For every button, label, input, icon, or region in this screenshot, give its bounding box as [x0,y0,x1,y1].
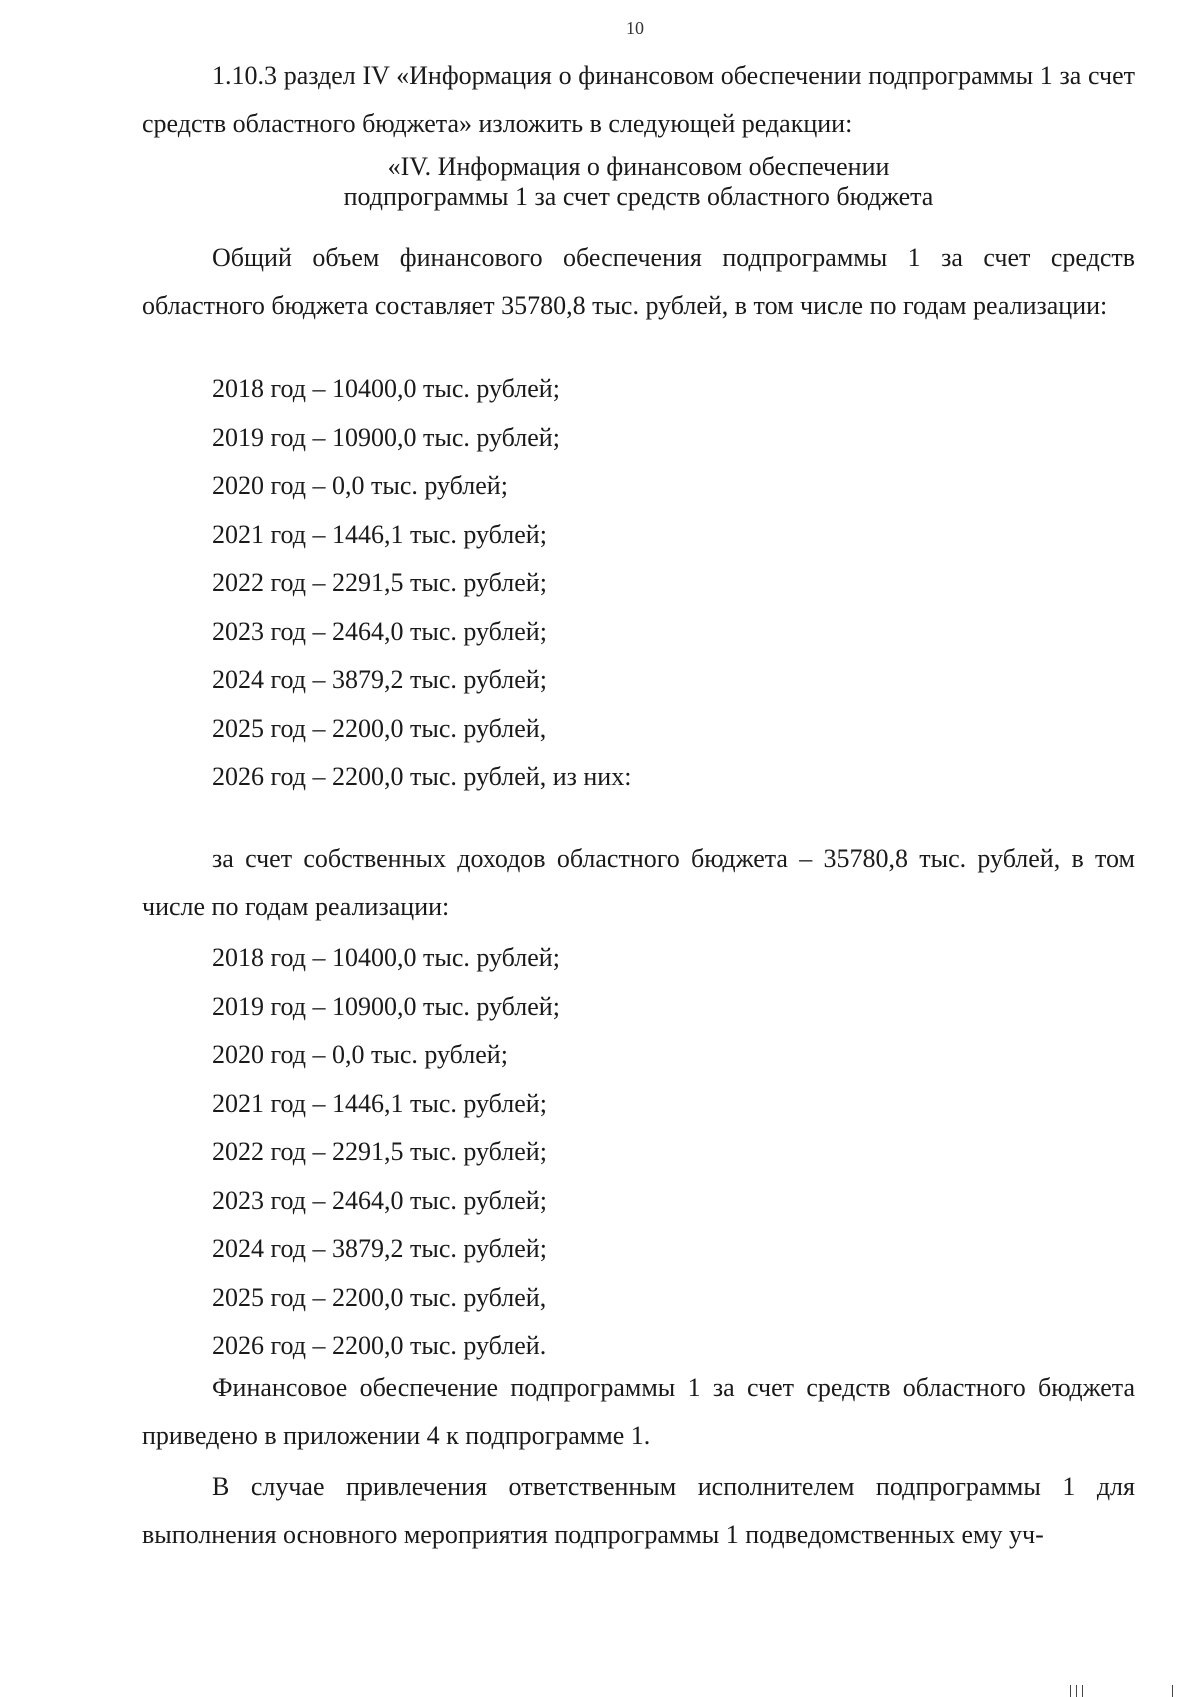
intro-paragraph: 1.10.3 раздел IV «Информация о финансовом обеспечении подпрограммы 1 за счет средств областного бюджета» изложить в следующей редакции: [142,61,1135,138]
list-item: 2019 год – 10900,0 тыс. рублей; [212,991,560,1021]
list-item: 2021 год – 1446,1 тыс. рублей; [212,1088,547,1118]
list-item: 2025 год – 2200,0 тыс. рублей, [212,1282,547,1312]
list-item: 2021 год – 1446,1 тыс. рублей; [212,519,547,549]
total-funding-paragraph: Общий объем финансового обеспечения подпрограммы 1 за счет средств областного бюджета составляет 35780,8 тыс. рублей, в том числе по годам реализации: [142,243,1135,320]
scan-edge-marks [1060,1683,1180,1697]
list-item: 2023 год – 2464,0 тыс. рублей; [212,616,547,646]
section-heading-line-1: «IV. Информация о финансовом обеспечении [387,152,890,181]
list-item: 2018 год – 10400,0 тыс. рублей; [212,374,560,403]
case-paragraph: В случае привлечения ответственным исполнителем подпрограммы 1 для выполнения основного мероприятия подпрограммы 1 подведомственных ему уч- [142,1472,1135,1549]
own-revenue-paragraph: за счет собственных доходов областного бюджета – 35780,8 тыс. рублей, в том числе по годам реализации: [142,844,1135,921]
list-item: 2024 год – 3879,2 тыс. рублей; [212,665,547,694]
list-item: 2018 год – 10400,0 тыс. рублей; [212,943,560,972]
list-item: 2022 год – 2291,5 тыс. рублей; [212,568,547,597]
section-heading-line-2: подпрограммы 1 за счет средств областного бюджета [343,182,934,211]
list-item: 2026 год – 2200,0 тыс. рублей, из них: [212,762,632,791]
list-item: 2019 год – 10900,0 тыс. рублей; [212,422,560,452]
appendix-paragraph: Финансовое обеспечение подпрограммы 1 за счет средств областного бюджета приведено в приложении 4 к подпрограмме 1. [142,1373,1135,1450]
list-item: 2026 год – 2200,0 тыс. рублей. [212,1331,547,1360]
list-item: 2020 год – 0,0 тыс. рублей; [212,471,508,500]
year-list-total [212,365,631,802]
list-item: 2020 год – 0,0 тыс. рублей; [212,1040,508,1069]
list-item: 2024 год – 3879,2 тыс. рублей; [212,1234,547,1263]
page-number: 10 [626,18,644,38]
list-item: 2025 год – 2200,0 тыс. рублей, [212,713,547,743]
year-list-own [212,934,560,1371]
list-item: 2023 год – 2464,0 тыс. рублей; [212,1185,547,1215]
list-item: 2022 год – 2291,5 тыс. рублей; [212,1137,547,1166]
